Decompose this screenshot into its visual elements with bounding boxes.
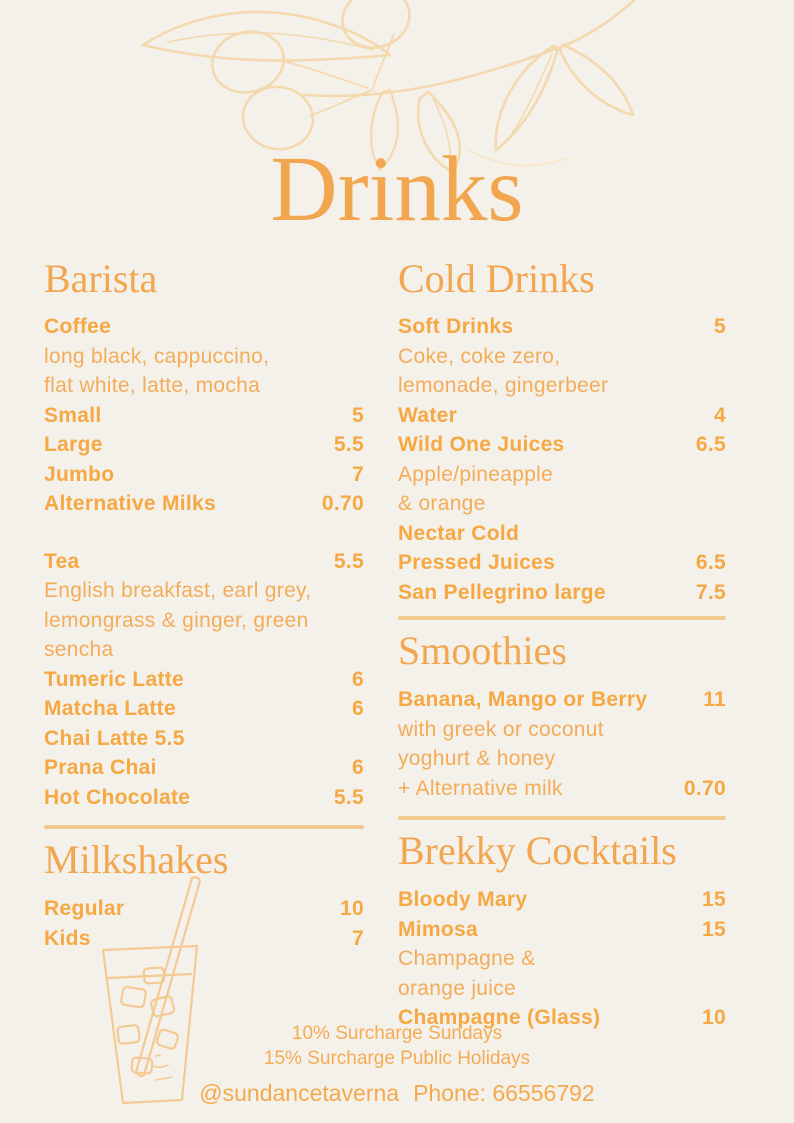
item-label: Small <box>44 403 102 427</box>
menu-item <box>398 548 726 578</box>
menu-item <box>44 460 364 490</box>
section-smoothies-items <box>398 685 726 803</box>
right-column <box>398 257 726 1033</box>
page-title: Drinks <box>270 138 524 241</box>
item-price: 15 <box>702 888 726 912</box>
item-price: 6 <box>352 667 364 691</box>
menu-item <box>44 489 364 519</box>
item-label: San Pellegrino large <box>398 580 606 604</box>
item-label: Tea <box>44 549 80 573</box>
item-label: orange juice <box>398 976 517 1000</box>
section-title-brekky-cocktails: Brekky Cocktails <box>398 828 677 874</box>
item-label: + Alternative milk <box>398 776 563 800</box>
menu-item-description <box>398 371 726 401</box>
menu-item <box>398 519 726 549</box>
item-label: Water <box>398 403 458 427</box>
phone-number: Phone: 66556792 <box>413 1080 595 1106</box>
item-label: Mimosa <box>398 917 478 941</box>
item-label: & orange <box>398 492 486 516</box>
menu-item <box>398 885 726 915</box>
item-label: Chai Latte 5.5 <box>44 726 185 750</box>
item-price: 6 <box>352 697 364 721</box>
item-label: Large <box>44 433 103 457</box>
menu-item-description <box>398 460 726 490</box>
item-price: 4 <box>714 403 726 427</box>
section-divider <box>398 816 726 820</box>
item-label: Hot Chocolate <box>44 785 191 809</box>
menu-item <box>398 430 726 460</box>
menu-item-description <box>398 715 726 745</box>
menu-item <box>44 783 364 813</box>
menu-item <box>44 694 364 724</box>
item-label: yoghurt & honey <box>398 747 556 771</box>
section-divider <box>398 616 726 620</box>
social-handle: @sundancetaverna <box>199 1080 400 1106</box>
item-price: 7 <box>352 926 364 950</box>
item-label: Wild One Juices <box>398 433 565 457</box>
menu-item <box>398 685 726 715</box>
item-price: 6.5 <box>695 433 726 457</box>
item-label: Pressed Juices <box>398 551 556 575</box>
section-title-smoothies: Smoothies <box>398 628 567 674</box>
item-label: Champagne & <box>398 947 536 971</box>
menu-item <box>44 430 364 460</box>
item-label: Banana, Mango or Berry <box>398 688 648 712</box>
menu-item-description <box>44 371 364 401</box>
menu-item <box>44 312 364 342</box>
item-label: Apple/pineapple <box>398 462 554 486</box>
item-label: Kids <box>44 926 91 950</box>
item-label: Champagne (Glass) <box>398 1006 601 1030</box>
item-label: Regular <box>44 897 125 921</box>
item-price: 11 <box>703 688 726 712</box>
item-price: 0.70 <box>683 776 726 800</box>
menu-item <box>44 547 364 577</box>
menu-item-description <box>44 606 364 636</box>
section-cold-drinks-items <box>398 312 726 607</box>
item-price: 5.5 <box>333 785 364 809</box>
menu-item <box>398 915 726 945</box>
item-label: with greek or coconut <box>398 717 604 741</box>
contact-line <box>0 1080 794 1107</box>
menu-item <box>398 401 726 431</box>
item-price: 10 <box>702 1006 726 1030</box>
item-label: Nectar Cold <box>398 521 520 545</box>
item-label: Matcha Latte <box>44 697 176 721</box>
item-label: sencha <box>44 638 114 662</box>
section-divider <box>44 825 364 829</box>
menu-item <box>398 578 726 608</box>
menu-item-description <box>398 944 726 974</box>
menu-item <box>44 924 364 954</box>
menu-item <box>44 894 364 924</box>
footer <box>0 1021 794 1107</box>
menu-item-description <box>44 576 364 606</box>
menu-item-description <box>44 635 364 665</box>
section-brekky-cocktails-items <box>398 885 726 1033</box>
menu-item <box>44 753 364 783</box>
item-label: Prana Chai <box>44 756 157 780</box>
menu-item-description <box>398 342 726 372</box>
item-label: Tumeric Latte <box>44 667 185 691</box>
item-label: Soft Drinks <box>398 315 514 339</box>
item-price: 6.5 <box>695 551 726 575</box>
item-label: English breakfast, earl grey, <box>44 579 312 603</box>
surcharge-note-sundays: 10% Surcharge Sundays <box>291 1023 503 1044</box>
item-price: 5 <box>714 315 726 339</box>
item-price: 5.5 <box>333 433 364 457</box>
item-label: Bloody Mary <box>398 888 528 912</box>
menu-item <box>44 724 364 754</box>
menu-item-description <box>398 489 726 519</box>
menu-item <box>44 401 364 431</box>
item-label: Alternative Milks <box>44 492 216 516</box>
item-label: lemongrass & ginger, green <box>44 608 309 632</box>
section-milkshakes-items <box>44 894 364 953</box>
item-price: 5 <box>352 403 364 427</box>
item-price: 10 <box>340 897 364 921</box>
section-spacer <box>44 519 364 547</box>
item-price: 7.5 <box>695 580 726 604</box>
surcharge-note-holidays: 15% Surcharge Public Holidays <box>263 1048 531 1069</box>
item-label: lemonade, gingerbeer <box>398 374 609 398</box>
item-label: long black, cappuccino, <box>44 344 270 368</box>
item-price: 15 <box>702 917 726 941</box>
menu-item <box>398 312 726 342</box>
item-label: Jumbo <box>44 462 115 486</box>
menu-columns <box>0 257 794 1033</box>
item-price: 6 <box>352 756 364 780</box>
item-price: 5.5 <box>333 549 364 573</box>
menu-item <box>44 665 364 695</box>
item-price: 0.70 <box>321 492 364 516</box>
left-column <box>44 257 364 1033</box>
item-label: flat white, latte, mocha <box>44 374 261 398</box>
section-title-barista: Barista <box>44 255 158 301</box>
item-label: Coke, coke zero, <box>398 344 561 368</box>
item-price: 7 <box>352 462 364 486</box>
section-title-cold-drinks: Cold Drinks <box>398 255 595 301</box>
section-barista-items <box>44 312 364 812</box>
menu-item-description <box>398 744 726 774</box>
section-title-milkshakes: Milkshakes <box>44 837 229 883</box>
menu-item-description <box>44 342 364 372</box>
menu-item-description <box>398 774 726 804</box>
item-label: Coffee <box>44 315 112 339</box>
menu-item-description <box>398 974 726 1004</box>
